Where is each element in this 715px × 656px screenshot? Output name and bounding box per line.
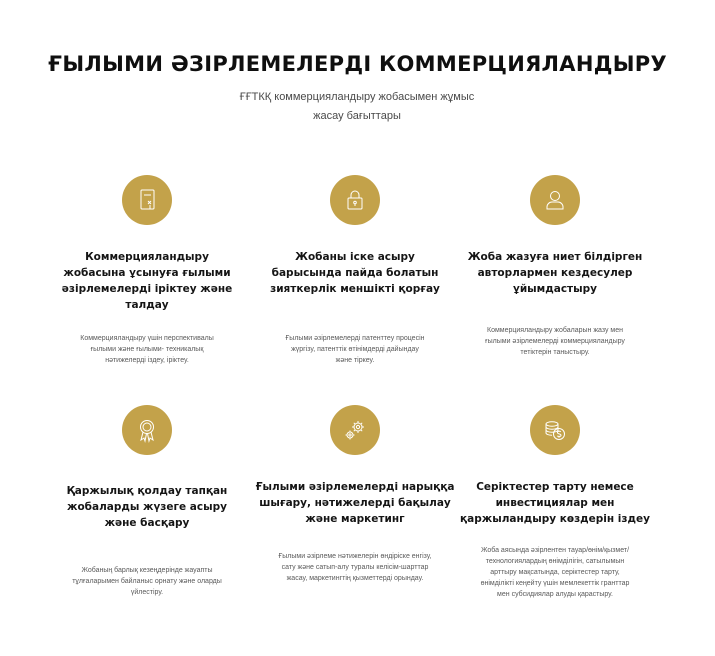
card-title-line: ұйымдастыру xyxy=(512,283,597,295)
card-desc-line: және тіркеу. xyxy=(335,357,375,364)
card-desc-line: жүргізу, патенттік өтінімдерді дайындау xyxy=(291,346,419,353)
card-desc-line: тетіктерін таныстыру. xyxy=(520,349,590,356)
card-market-launch xyxy=(255,405,455,584)
card-desc-line: жасау, маркетингтің қызметтерді орындау. xyxy=(286,575,424,582)
card-title-line: инвестициялар мен xyxy=(495,497,615,509)
card-selection-analysis xyxy=(47,175,247,366)
card-title-line: жобаларды жүзеге асыру xyxy=(67,501,227,513)
card-author-meetings xyxy=(455,175,655,358)
card-desc-line: Ғылыми әзірлеме нәтижелерін өндіріске енгізу, xyxy=(278,553,432,560)
card-title xyxy=(455,479,655,527)
card-desc-line: Жобаның барлық кезеңдерінде жауапты xyxy=(81,567,213,574)
page-subtitle xyxy=(207,88,507,126)
card-desc-line: үйлестіру. xyxy=(130,589,164,596)
card-title xyxy=(255,479,455,527)
card-desc-line: мен субсидиялар алуды қарастыру. xyxy=(497,591,613,598)
card-desc-line: Коммерцияландыру үшін перспективалы xyxy=(80,335,214,342)
card-desc-line: ғылыми әзірлемелерді коммерцияландыру xyxy=(485,338,625,345)
card-title-line: және маркетинг xyxy=(305,513,405,525)
card-title-line: зияткерлік меншікті қорғау xyxy=(270,283,440,295)
card-title-line: Ғылыми әзірлемелерді нарыққа xyxy=(255,481,455,493)
coins-icon xyxy=(530,405,580,455)
card-desc-line: сату және сатып-алу туралы келісім-шарттар xyxy=(281,564,429,571)
card-desc-line: Коммерцияландыру жобаларын жазу мен xyxy=(487,327,623,334)
card-title-line: шығару, нәтижелерді бақылау xyxy=(259,497,451,509)
card-desc-line: нәтижелерді іздеу, іріктеу. xyxy=(105,357,189,364)
page-title: ҒЫЛЫМИ ӘЗІРЛЕМЕЛЕРДІ КОММЕРЦИЯЛАНДЫРУ xyxy=(48,52,667,77)
card-title-line: жобасына ұсынуға ғылыми xyxy=(63,267,231,279)
card-title-line: Жобаны іске асыру xyxy=(295,251,415,263)
card-title-line: барысында пайда болатын xyxy=(271,267,439,279)
user-icon xyxy=(530,175,580,225)
card-title-line: Қаржылық қолдау тапқан xyxy=(66,485,228,497)
card-partners-investment xyxy=(455,405,655,600)
card-title-line: Коммерцияландыру xyxy=(85,251,209,263)
card-title-line: әзірлемелерді іріктеу және xyxy=(61,283,233,295)
subtitle-line: жасау бағыттары xyxy=(313,110,401,122)
card-title-line: Серіктестер тарту немесе xyxy=(476,481,634,493)
card-description xyxy=(255,551,455,584)
card-desc-line: тұлғаларымен байланыс орнату және оларды xyxy=(72,578,222,585)
card-title-line: қаржыландыру көздерін іздеу xyxy=(460,513,650,525)
card-desc-line: ғылыми және ғылыми- техникалық xyxy=(90,346,204,353)
card-desc-line: арттыру мақсатында, серіктестер тарту, xyxy=(490,569,620,576)
card-title-line: талдау xyxy=(125,299,169,311)
gears-icon xyxy=(330,405,380,455)
card-desc-line: технологиялардың өнімділігін, сатылымын xyxy=(485,558,625,565)
card-desc-line: Жоба аясында әзірлентен тауар/өнім/қызмет/ xyxy=(480,547,630,554)
card-title xyxy=(47,483,247,531)
card-title-line: авторлармен кездесулер xyxy=(477,267,633,279)
certificate-icon xyxy=(122,405,172,455)
card-title-line: Жоба жазуға ниет білдірген xyxy=(467,251,643,263)
card-description xyxy=(47,333,247,366)
card-title xyxy=(455,249,655,297)
card-title xyxy=(47,249,247,313)
card-description xyxy=(455,325,655,358)
card-description xyxy=(455,545,655,600)
card-description xyxy=(47,565,247,598)
card-title xyxy=(255,249,455,297)
subtitle-line: ҒҒТКҚ коммерцияландыру жобасымен жұмыс xyxy=(239,91,475,103)
card-desc-line: өнімділікті кеңейту үшін мемлекеттік гранттар xyxy=(480,580,630,587)
card-desc-line: Ғылыми әзірлемелерді патенттеу процесін xyxy=(285,335,425,342)
card-ip-protection xyxy=(255,175,455,366)
lock-icon xyxy=(330,175,380,225)
card-description xyxy=(255,333,455,366)
card-project-management xyxy=(47,405,247,598)
document-icon xyxy=(122,175,172,225)
card-title-line: және басқару xyxy=(104,517,190,529)
